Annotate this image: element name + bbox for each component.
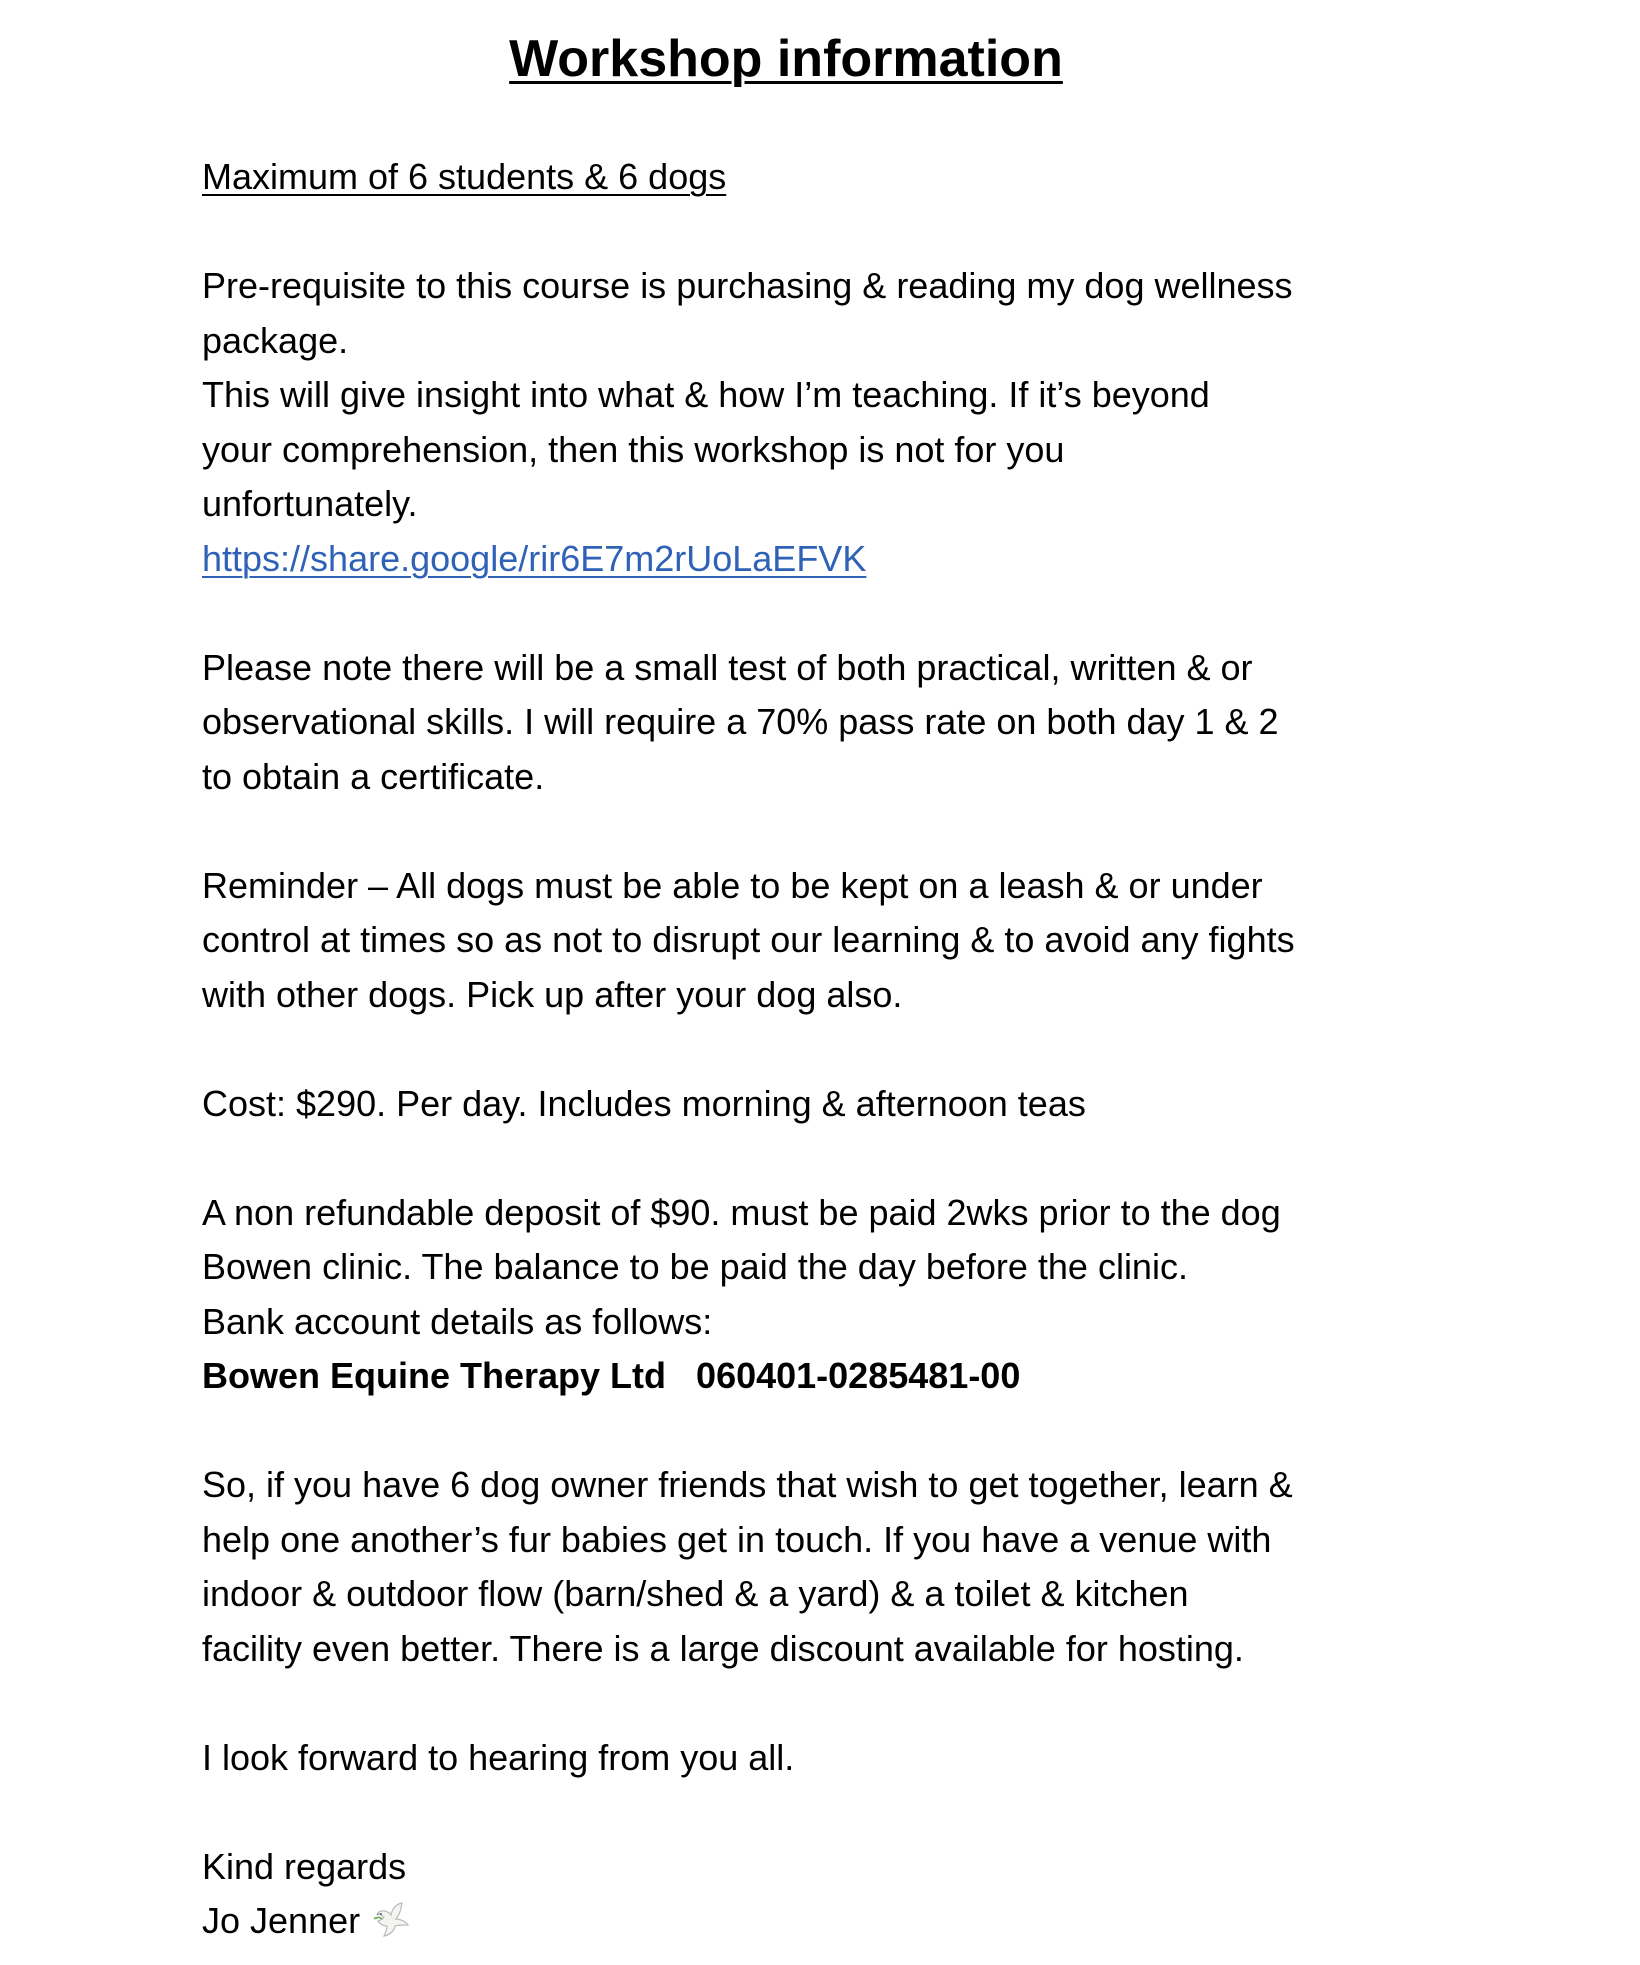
- deposit-line-1: A non refundable deposit of $90. must be paid 2wks prior to the dog: [202, 1191, 1281, 1233]
- dove-icon: [372, 1899, 416, 1943]
- deposit-line-3: Bank account details as follows:: [202, 1300, 713, 1342]
- reminder-section: [202, 859, 1492, 1023]
- deposit-line-2: Bowen clinic. The balance to be paid the day before the clinic.: [202, 1246, 1188, 1287]
- document-body: [202, 150, 1492, 1949]
- signature: [202, 1894, 1492, 1949]
- prerequisite-section: [202, 259, 1492, 586]
- prerequisite-line-5: unfortunately.: [202, 483, 418, 524]
- bank-account-name: Bowen Equine Therapy Ltd: [202, 1355, 667, 1396]
- test-note-section: [202, 641, 1492, 805]
- hosting-line-2: help one another’s fur babies get in touch. If you have a venue with: [202, 1518, 1272, 1560]
- prerequisite-line-3: This will give insight into what & how I’m teaching. If it’s beyond: [202, 374, 1210, 415]
- test-note-line-3: to obtain a certificate.: [202, 755, 545, 797]
- hosting-line-3: indoor & outdoor flow (barn/shed & a yard) & a toilet & kitchen: [202, 1573, 1189, 1614]
- wellness-package-link[interactable]: https://share.google/rir6E7m2rUoLaEFVK: [202, 537, 867, 579]
- deposit-section: [202, 1186, 1492, 1404]
- signature-name: Jo Jenner: [202, 1900, 361, 1941]
- test-note-line-1: Please note there will be a small test of both practical, written & or: [202, 646, 1253, 688]
- max-students-heading: Maximum of 6 students & 6 dogs: [202, 156, 727, 197]
- reminder-line-1: Reminder – All dogs must be able to be kept on a leash & or under: [202, 864, 1263, 906]
- prerequisite-line-2: package.: [202, 319, 349, 361]
- cost-line: Cost: $290. Per day. Includes morning & afternoon teas: [202, 1082, 1086, 1124]
- reminder-line-3: with other dogs. Pick up after your dog also.: [202, 973, 903, 1015]
- test-note-line-2: observational skills. I will require a 70% pass rate on both day 1 & 2: [202, 701, 1279, 742]
- page-title: Workshop information: [509, 30, 1063, 88]
- hosting-line-1: So, if you have 6 dog owner friends that wish to get together, learn &: [202, 1464, 1293, 1505]
- hosting-section: [202, 1458, 1492, 1676]
- closing-line: I look forward to hearing from you all.: [202, 1736, 795, 1778]
- prerequisite-line-1: Pre-requisite to this course is purchasing & reading my dog wellness: [202, 265, 1293, 306]
- reminder-line-2: control at times so as not to disrupt our learning & to avoid any fights: [202, 919, 1295, 960]
- sign-off: Kind regards: [202, 1845, 407, 1887]
- prerequisite-line-4: your comprehension, then this workshop is not for you: [202, 428, 1065, 470]
- hosting-line-4: facility even better. There is a large discount available for hosting.: [202, 1627, 1244, 1669]
- bank-details: [202, 1349, 1492, 1404]
- bank-account-number: 060401-0285481-00: [696, 1355, 1021, 1396]
